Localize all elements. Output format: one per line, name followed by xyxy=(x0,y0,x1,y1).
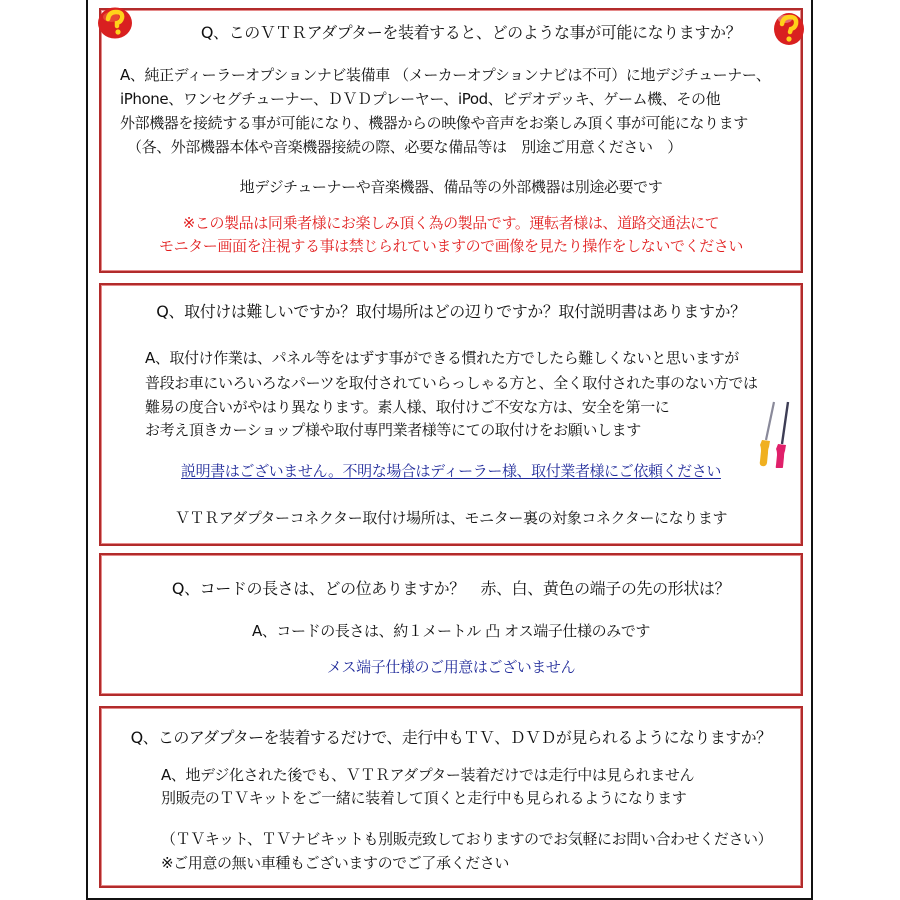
faq-answer-line: 外部機器を接続する事が可能になり、機器からの映像や音声をお楽しみ頂く事が可能になります xyxy=(120,114,748,132)
faq-warning-line: ※この製品は同乗者様にお楽しみ頂く為の製品です。運転者様は、道路交通法にて xyxy=(182,214,720,232)
faq-note: メス端子仕様のご用意はございません xyxy=(326,658,576,676)
faq-question: Q、取付けは難しいですか？取付場所はどの辺りですか？取付説明書はありますか？ xyxy=(156,302,746,321)
faq-answer: A、コードの長さは、約１メートル 凸 オス端子仕様のみです xyxy=(251,622,651,640)
faq-box-4 xyxy=(99,706,803,888)
faq-box-2 xyxy=(99,283,803,546)
faq-question: Q、このＶＴＲアダプターを装着すると、どのような事が可能になりますか？ xyxy=(200,23,742,42)
question-mark-icon xyxy=(772,10,806,46)
faq-note-line: ※ご用意の無い車種もございますのでご了承ください xyxy=(161,854,509,872)
faq-link-row xyxy=(101,461,801,481)
faq-answer-line: 普段お車にいろいろなパーツを取付されていらっしゃる方と、全く取付された事のない方では xyxy=(145,374,758,392)
faq-note: ＶＴＲアダプターコネクター取付け場所は、モニター裏の対象コネクターになります xyxy=(174,509,728,527)
faq-answer-line: 別販売のＴＶキットをご一緒に装着して頂くと走行中も見られるようになります xyxy=(161,789,687,807)
faq-answer-line: A、純正ディーラーオプションナビ装備車 （メーカーオプションナビは不可）に地デジチューナー、 xyxy=(120,66,771,84)
screwdrivers-icon xyxy=(752,400,798,468)
faq-box-3 xyxy=(99,553,803,696)
manual-link[interactable]: 説明書はございません。不明な場合はディーラー様、取付業者様にご依頼ください xyxy=(181,462,721,480)
faq-answer-line: iPhone、ワンセグチューナー、ＤＶＤプレーヤー、iPod、ビデオデッキ、ゲーム機、その他 xyxy=(120,90,721,108)
faq-note-line: （ＴＶキット、ＴＶナビキットも別販売致しておりますのでお気軽にお問い合わせください） xyxy=(161,830,773,848)
faq-note: 地デジチューナーや音楽機器、備品等の外部機器は別途必要です xyxy=(239,178,663,196)
faq-answer-line: 難易の度合いがやはり異なります。素人様、取付けご不安な方は、安全を第一に xyxy=(145,398,670,416)
faq-answer-line: お考え頂きカーショップ様や取付専門業者様等にての取付けをお願いします xyxy=(145,421,641,439)
faq-warning-line: モニター画面を注視する事は禁じられていますので画像を見たり操作をしないでください xyxy=(158,237,743,255)
faq-question: Q、コードの長さは、どの位ありますか？ 赤、白、黄色の端子の先の形状は？ xyxy=(171,579,731,598)
faq-answer-line: （各、外部機器本体や音楽機器接続の際、必要な備品等は 別途ご用意ください ） xyxy=(127,138,682,156)
faq-question: Q、このアダプターを装着するだけで、走行中もＴＶ、ＤＶＤが見られるようになりますか？ xyxy=(130,728,772,747)
faq-box-1 xyxy=(99,8,803,273)
faq-answer-line: A、取付け作業は、パネル等をはずす事ができる慣れた方でしたら難しくないと思いますが xyxy=(145,349,739,367)
faq-answer-line: A、地デジ化された後でも、ＶＴＲアダプター装着だけでは走行中は見られません xyxy=(161,766,695,784)
question-mark-icon xyxy=(96,6,134,40)
